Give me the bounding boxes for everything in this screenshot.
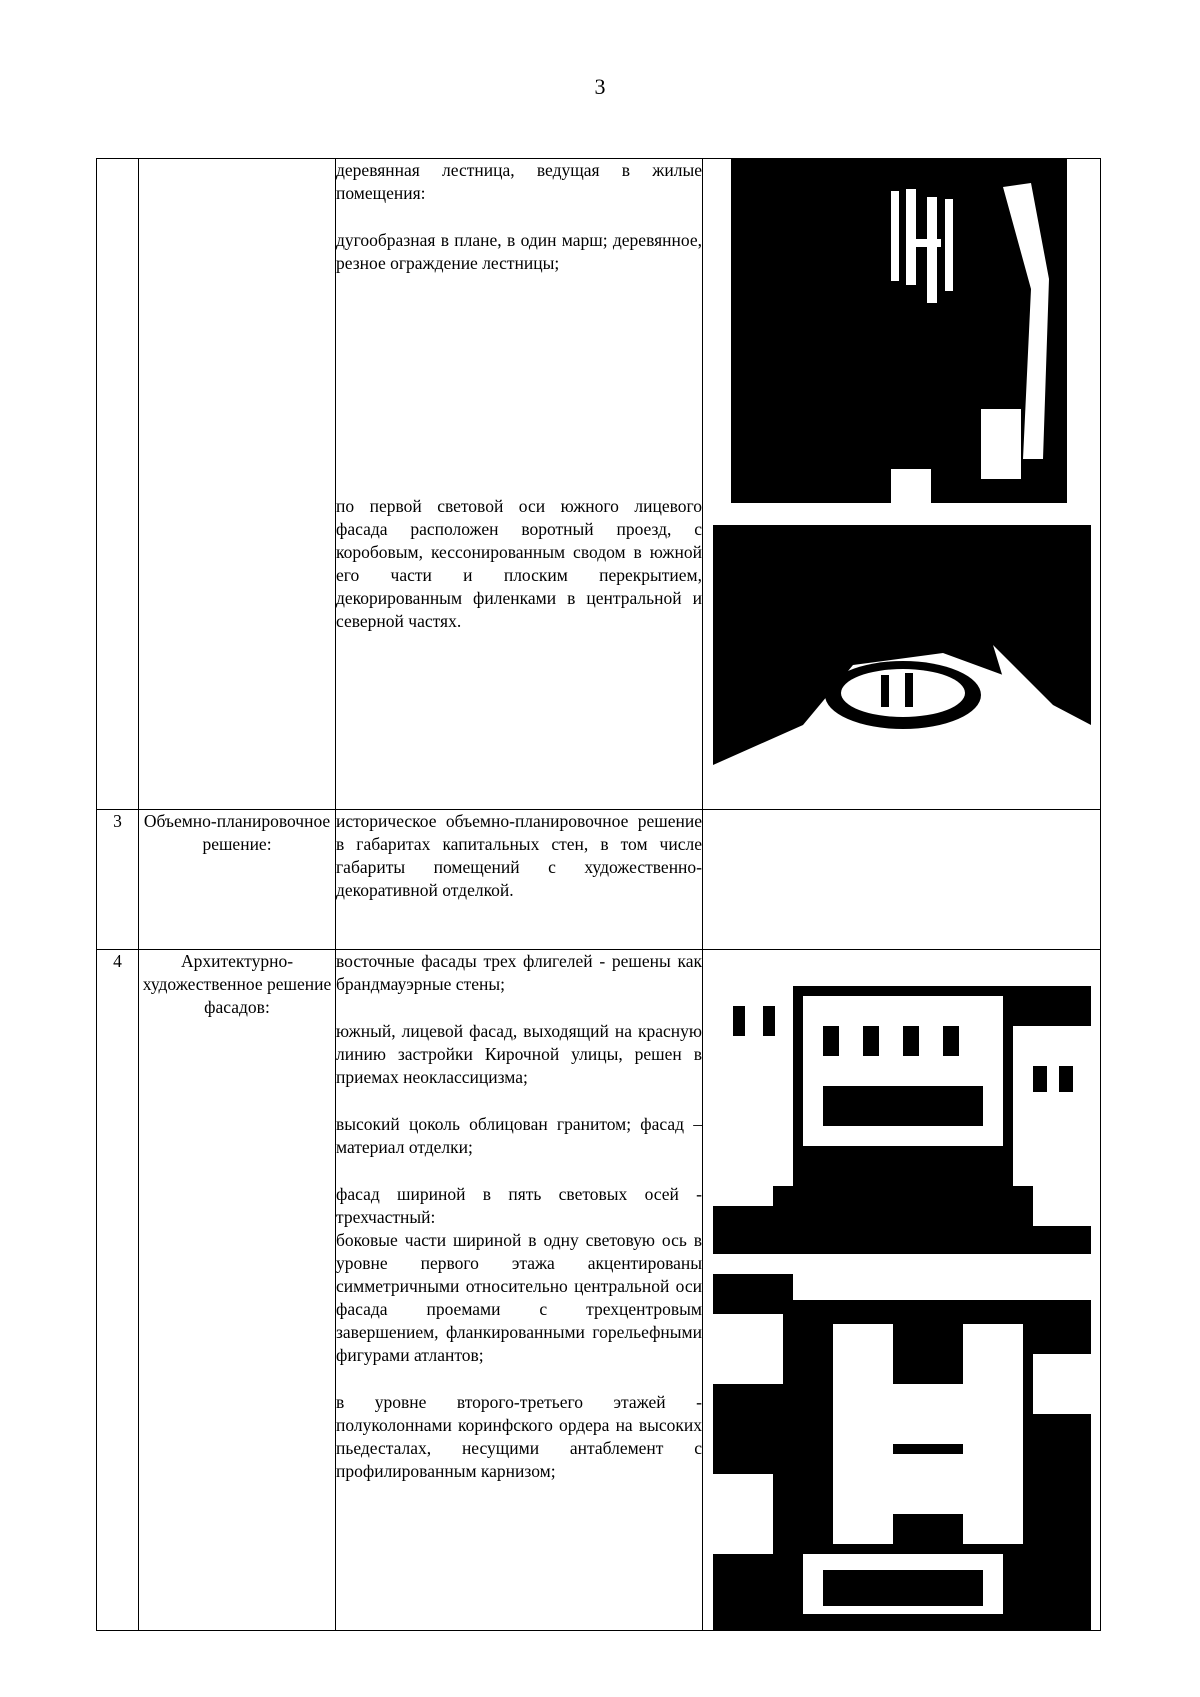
row-name: Объемно-планировочное решение: bbox=[139, 810, 336, 950]
paragraph: боковые части шириной в одну световую ось в уровне первого этажа акцентированы симметричными относительно центральной оси фасада проемами с трехцентровым завершением, фланкированными горельефными фигурами атлантов; bbox=[336, 1230, 702, 1365]
page-number: 3 bbox=[594, 74, 606, 99]
row-description bbox=[336, 950, 703, 1631]
table-row bbox=[97, 950, 1101, 1631]
monument-description-table bbox=[96, 158, 1101, 1631]
row-description bbox=[336, 159, 703, 810]
row-photos bbox=[703, 810, 1101, 950]
table-row bbox=[97, 810, 1101, 950]
paragraph: по первой световой оси южного лицевого фасада расположен воротный проезд, с коробовым, кессонированным сводом в южной его части и плоским перекрытием, декорированным филенками в центральной и северной частях. bbox=[336, 496, 702, 631]
paragraph: южный, лицевой фасад, выходящий на красную линию застройки Кирочной улицы, решен в приемах неоклассицизма; bbox=[336, 1021, 702, 1087]
row-number: 4 bbox=[97, 950, 139, 1631]
paragraph: в уровне второго-третьего этажей - полуколоннами коринфского ордера на высоких пьедесталах, несущими антаблемент с профилированным карнизом; bbox=[336, 1392, 702, 1481]
facade-detail-photo bbox=[713, 1274, 1091, 1630]
paragraph: дугообразная в плане, в один марш; деревянное, резное ограждение лестницы; bbox=[336, 230, 702, 273]
paragraph: историческое объемно-планировочное решение в габаритах капитальных стен, в том числе габариты помещений с художественно-декоративной отделкой. bbox=[336, 811, 702, 900]
table-row bbox=[97, 159, 1101, 810]
row-number bbox=[97, 159, 139, 810]
row-photos bbox=[703, 159, 1101, 810]
row-name bbox=[139, 159, 336, 810]
row-photos bbox=[703, 950, 1101, 1631]
paragraph: деревянная лестница, ведущая в жилые помещения: bbox=[336, 160, 702, 203]
row-number: 3 bbox=[97, 810, 139, 950]
paragraph: фасад шириной в пять световых осей - трехчастный: bbox=[336, 1184, 702, 1227]
facade-photo bbox=[713, 966, 1091, 1254]
paragraph: высокий цоколь облицован гранитом; фасад – материал отделки; bbox=[336, 1114, 702, 1157]
row-description bbox=[336, 810, 703, 950]
row-name: Архитектурно-художественное решение фасадов: bbox=[139, 950, 336, 1631]
staircase-photo bbox=[731, 159, 1067, 503]
paragraph: восточные фасады трех флигелей - решены как брандмауэрные стены; bbox=[336, 951, 702, 994]
gate-passage-photo bbox=[713, 525, 1091, 809]
